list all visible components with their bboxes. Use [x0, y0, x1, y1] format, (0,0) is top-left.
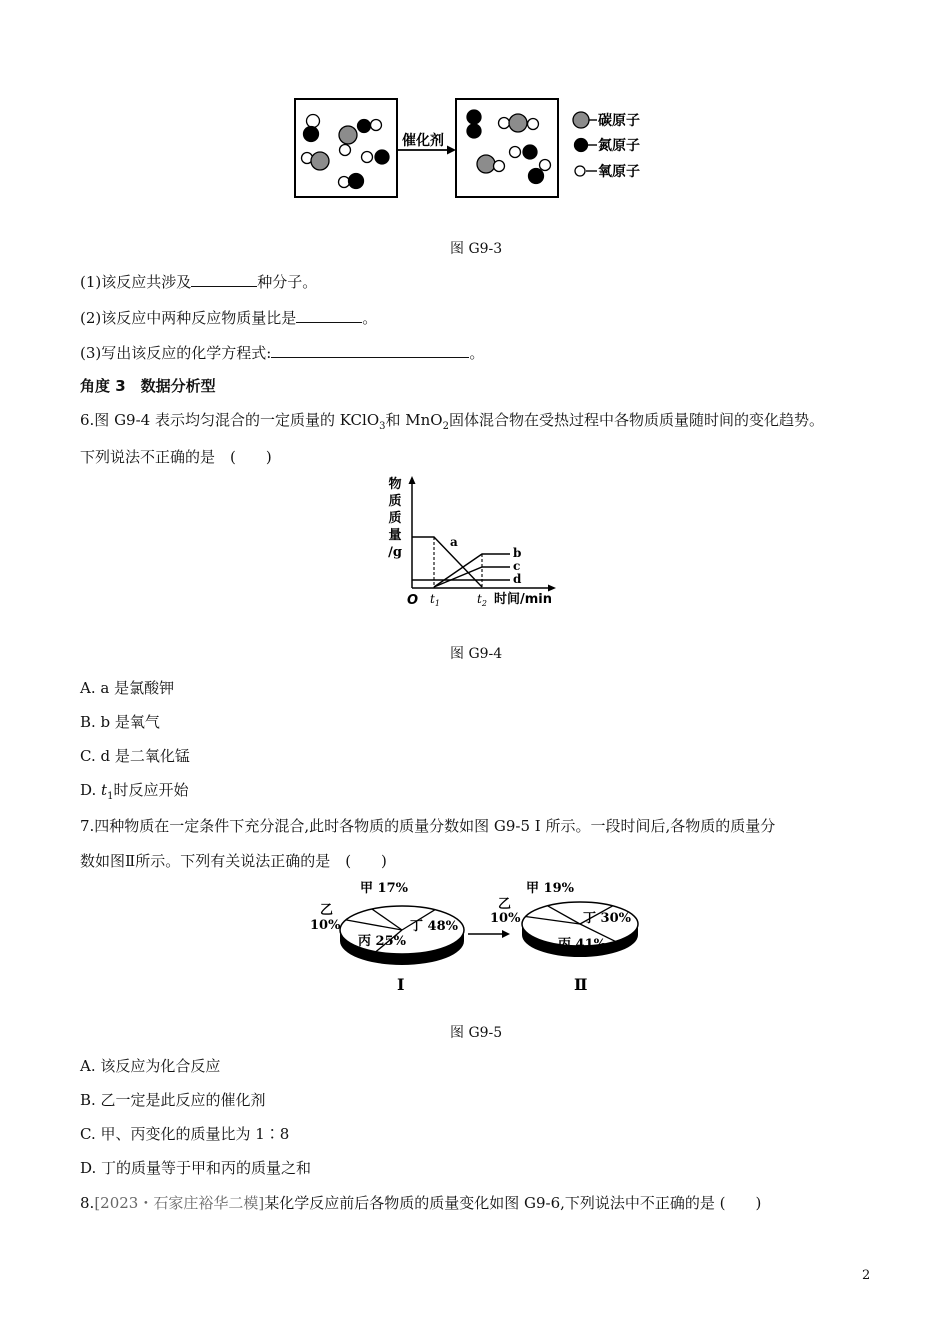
catalyst-label: 催化剂	[402, 133, 444, 149]
nitrogen-atom-swatch	[575, 139, 588, 152]
q6-option-d[interactable]: D. $t_1$时反应开始	[80, 781, 189, 802]
q6-stem-line1: 6.图 G9-4 表示均匀混合的一定质量的 KClO$_3$和 MnO$_2$固体混合物在受热过程中各物质质量随时间的变化趋势。	[80, 411, 824, 432]
answer-blank-2[interactable]	[296, 308, 362, 323]
pie1-label-ding: 丁 48%	[410, 919, 458, 934]
pie-charts-figure	[300, 870, 650, 1000]
pie1-label-yi-pct: 10%	[310, 918, 341, 933]
pie2-label-jia: 甲 19%	[526, 881, 574, 896]
t2-label: $t_2$	[477, 592, 487, 608]
svg-text:量: 量	[388, 528, 402, 543]
svg-text:物: 物	[388, 477, 402, 492]
t1-label: $t_1$	[430, 592, 440, 608]
q6-option-a[interactable]: A. a 是氯酸钾	[80, 679, 175, 697]
answer-blank-3[interactable]	[271, 343, 469, 358]
answer-blank-1[interactable]	[191, 272, 257, 287]
q6-option-c[interactable]: C. d 是二氧化锰	[80, 747, 190, 765]
series-b-label: b	[513, 546, 522, 560]
section-heading: 角度 3 数据分析型	[80, 377, 216, 395]
page-number: 2	[862, 1268, 871, 1283]
series-a-label: a	[450, 535, 458, 549]
series-d-label: d	[513, 572, 522, 586]
pie1-label-bing: 丙 25%	[358, 934, 406, 949]
y-axis-label	[388, 476, 402, 560]
legend-carbon: 碳原子	[598, 113, 640, 129]
figure-caption-g9-3: 图 G9-3	[450, 241, 503, 257]
pie1-label-jia: 甲 17%	[360, 881, 408, 896]
q8-source-tag: [2023・石家庄裕华二模]	[94, 1194, 265, 1212]
q7-stem-line2: 数如图Ⅱ所示。下列有关说法正确的是 ( )	[80, 852, 387, 870]
pie-chart-2	[490, 881, 638, 994]
pie2-label-yi-pct: 10%	[490, 911, 521, 926]
q6-option-b[interactable]: B. b 是氧气	[80, 713, 160, 731]
q7-option-a[interactable]: A. 该反应为化合反应	[80, 1057, 221, 1075]
legend-oxygen: 氧原子	[598, 164, 640, 180]
q7-option-d[interactable]: D. 丁的质量等于甲和丙的质量之和	[80, 1159, 312, 1177]
legend-nitrogen: 氮原子	[598, 138, 640, 154]
svg-text:质: 质	[388, 511, 402, 526]
molecule-reaction-figure	[290, 94, 670, 204]
carbon-atom-swatch	[573, 112, 589, 128]
q7-option-b[interactable]: B. 乙一定是此反应的催化剂	[80, 1091, 266, 1109]
x-axis-label: 时间/min	[494, 592, 553, 607]
oxygen-atom-swatch	[575, 166, 585, 176]
q7-option-c[interactable]: C. 甲、丙变化的质量比为 1∶8	[80, 1125, 290, 1143]
pie2-label-bing: 丙 41%	[558, 937, 606, 952]
q6-stem-line2: 下列说法不正确的是 ( )	[80, 448, 272, 466]
pie2-title: Ⅱ	[574, 975, 588, 994]
pie-chart-1	[310, 881, 464, 994]
origin-label: O	[407, 593, 419, 608]
pie1-title: Ⅰ	[397, 975, 405, 994]
pie1-label-yi: 乙	[320, 903, 334, 918]
pie2-label-yi: 乙	[498, 897, 512, 912]
q5-part1: (1)该反应共涉及 种分子。	[80, 273, 318, 291]
q7-stem-line1: 7.四种物质在一定条件下充分混合,此时各物质的质量分数如图 G9-5 Ⅰ 所示。一段时间后,各物质的质量分	[80, 817, 776, 835]
mass-time-line-chart	[360, 470, 570, 615]
svg-text:/g: /g	[388, 545, 402, 560]
q5-part2: (2)该反应中两种反应物质量比是 。	[80, 309, 378, 327]
figure-caption-g9-5: 图 G9-5	[450, 1025, 503, 1041]
pie2-label-ding: 丁 30%	[583, 911, 631, 926]
atom-legend	[573, 112, 640, 180]
figure-caption-g9-4: 图 G9-4	[450, 646, 503, 662]
series-c-label: c	[513, 559, 521, 573]
q8-stem: 8.[2023・石家庄裕华二模]某化学反应前后各物质的质量变化如图 G9-6,下列说法中不正确的是 ( )	[80, 1194, 762, 1212]
q5-part3: (3)写出该反应的化学方程式: 。	[80, 344, 485, 362]
svg-text:质: 质	[388, 494, 402, 509]
